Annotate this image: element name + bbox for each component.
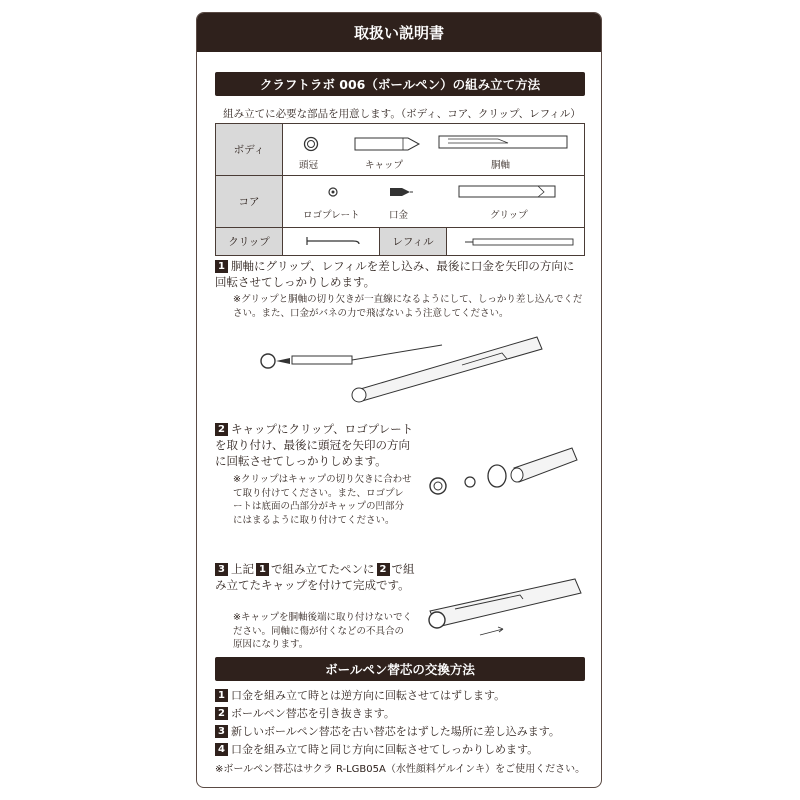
- assembly-step-1: [215, 258, 585, 290]
- step-text: 口金を組み立て時と同じ方向に回転させてしっかりしめます。: [231, 743, 539, 756]
- assembly-intro: 組み立てに必要な部品を用意します。（ボディ、コア、クリップ、レフィル）: [223, 108, 581, 120]
- barrel-illustration: [438, 134, 570, 152]
- step-number: 1: [215, 260, 228, 273]
- step-number: 3: [215, 725, 228, 738]
- step-text-mid: で組み立てたペンに: [271, 562, 375, 576]
- part-label-grip: グリップ: [490, 210, 528, 221]
- step-text-pre: 上記: [231, 562, 254, 576]
- replacement-step-4: [215, 742, 538, 758]
- assembly-step-1-note: ※グリップと胴軸の切り欠きが一直線になるようにして、しっかり差し込んでください。また、口金がバネの力で飛ばないよう注意してください。: [233, 294, 583, 319]
- assembly-step-2: [215, 421, 415, 469]
- step-text-post: で組み立てたキャップを付けて完成です。: [215, 562, 415, 592]
- row-label-core: コア: [216, 176, 283, 228]
- replacement-step-1: [215, 688, 505, 704]
- part-label-logo-plate: ロゴプレート: [303, 210, 360, 221]
- step-ref-2: 2: [377, 563, 390, 576]
- crown-illustration: [303, 136, 319, 152]
- step-number: 4: [215, 743, 228, 756]
- step-number: 1: [215, 689, 228, 702]
- refill-illustration: [465, 237, 577, 247]
- cap-illustration: [353, 136, 423, 152]
- row-label-refill: レフィル: [380, 228, 447, 256]
- step-number: 2: [215, 707, 228, 720]
- parts-row-clip-refill: [216, 228, 585, 256]
- grip-illustration: [458, 184, 568, 200]
- document-title: 取扱い説明書: [197, 13, 601, 52]
- step-2-illustration: [422, 438, 592, 513]
- part-label-cap: キャップ: [365, 160, 404, 171]
- part-label-barrel: 胴軸: [491, 160, 511, 171]
- step-text: 新しいボールペン替芯を古い替芯をはずした場所に差し込みます。: [231, 725, 560, 738]
- replacement-heading: ボールペン替芯の交換方法: [215, 657, 585, 681]
- parts-table: [215, 123, 585, 256]
- step-number: 3: [215, 563, 228, 576]
- step-text: 胴軸にグリップ、レフィルを差し込み、最後に口金を矢印の方向に回転させてしっかりしめます。: [215, 259, 575, 289]
- step-number: 2: [215, 423, 228, 436]
- step-text: ボールペン替芯を引き抜きます。: [231, 707, 395, 720]
- parts-row-body: [216, 124, 585, 176]
- tip-illustration: [388, 185, 414, 199]
- step-ref-1: 1: [256, 563, 269, 576]
- part-label-tip: 口金: [389, 210, 409, 221]
- assembly-step-2-note: ※クリップはキャップの切り欠きに合わせて取り付けてください。また、ロゴプレートは底面の凸部分がキャップの凹部分にはまるように取り付けてください。: [233, 474, 412, 526]
- assembly-step-3: [215, 561, 415, 593]
- row-label-clip: クリップ: [216, 228, 283, 256]
- replacement-step-2: [215, 706, 395, 722]
- instruction-sheet: [196, 12, 602, 788]
- parts-row-core: [216, 176, 585, 228]
- replacement-step-3: [215, 724, 560, 740]
- assembly-step-3-note: ※キャップを胴軸後端に取り付けないでください。同軸に傷が付くなどの不具合の原因になります。: [233, 612, 412, 650]
- clip-illustration: [305, 235, 365, 247]
- step-text: 口金を組み立て時とは逆方向に回転させてはずします。: [231, 689, 506, 702]
- step-3-illustration: [425, 573, 590, 643]
- part-label-crown: 頭冠: [299, 160, 319, 171]
- assembly-heading: クラフトラボ 006（ボールペン）の組み立て方法: [215, 72, 585, 96]
- replacement-note: ※ボールペン替芯はサクラ R-LGB05A（水性顔料ゲルインキ）をご使用ください。: [215, 764, 586, 775]
- step-text: キャップにクリップ、ロゴプレートを取り付け、最後に頭冠を矢印の方向に回転させてしっかりしめます。: [215, 422, 414, 468]
- logo-plate-illustration: [327, 186, 339, 198]
- step-1-illustration: [252, 325, 552, 400]
- row-label-body: ボディ: [216, 124, 283, 176]
